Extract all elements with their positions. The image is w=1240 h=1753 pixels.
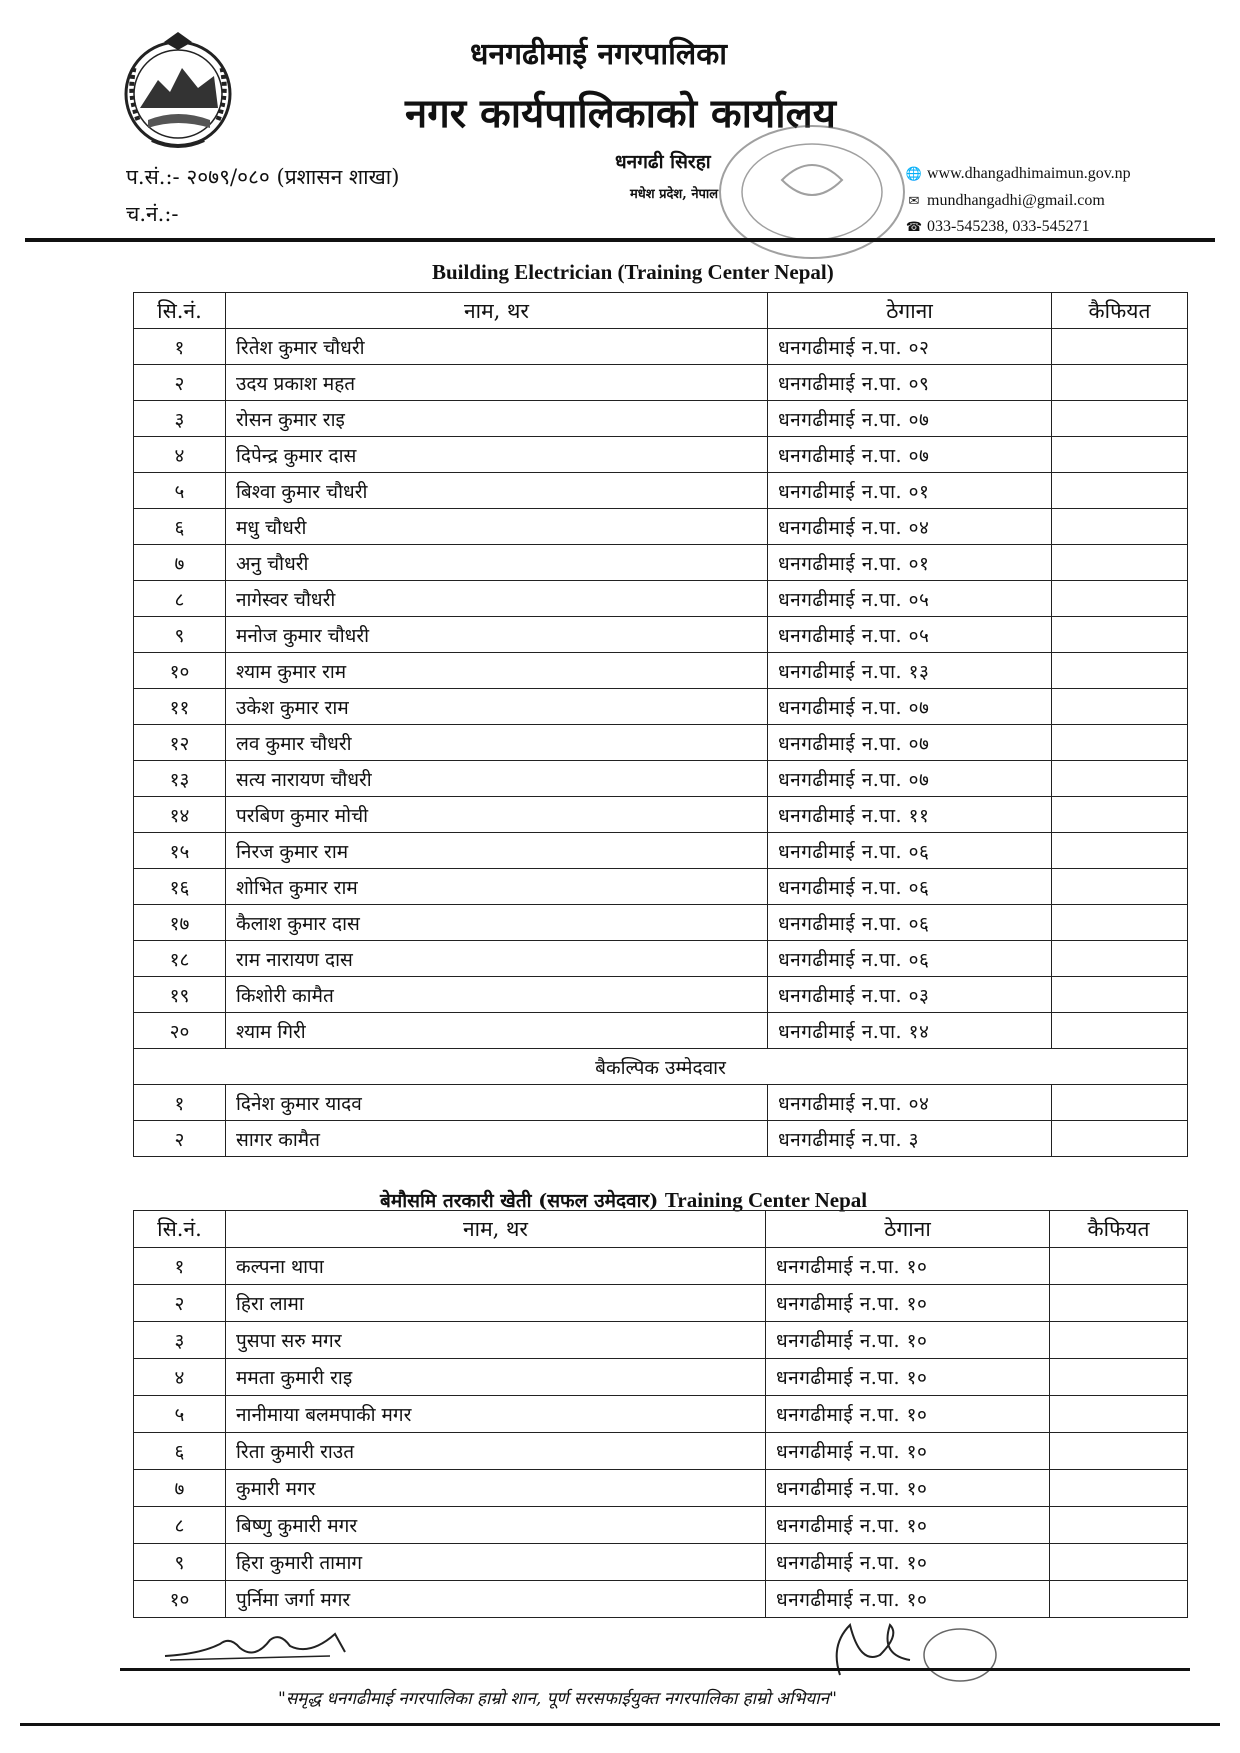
- office-name: नगर कार्यपालिकाको कार्यालय: [405, 90, 836, 137]
- cell-remarks: [1052, 725, 1188, 761]
- cell-name: सागर कामैत: [226, 1121, 768, 1157]
- cell-remarks: [1052, 689, 1188, 725]
- cell-address: धनगढीमाई न.पा. ०६: [768, 833, 1052, 869]
- cell-sn: १०: [134, 1581, 226, 1618]
- cell-name: हिरा लामा: [226, 1285, 766, 1322]
- table-header-row: [134, 1211, 1188, 1248]
- cell-address: धनगढीमाई न.पा. १३: [768, 653, 1052, 689]
- municipality-name: धनगढीमाई नगरपालिका: [470, 37, 728, 72]
- cell-address: धनगढीमाई न.पा. ०७: [768, 761, 1052, 797]
- table-row: [134, 1396, 1188, 1433]
- cell-sn: १२: [134, 725, 226, 761]
- table-row: [134, 977, 1188, 1013]
- cell-sn: ९: [134, 1544, 226, 1581]
- nepal-emblem-logo: [118, 28, 238, 156]
- header-sn: सि.नं.: [134, 293, 226, 329]
- cell-name: परबिण कुमार मोची: [226, 797, 768, 833]
- cell-address: धनगढीमाई न.पा. ०६: [768, 941, 1052, 977]
- cell-sn: ६: [134, 1433, 226, 1470]
- cell-name: रोसन कुमार राइ: [226, 401, 768, 437]
- phone-icon: ☎: [905, 219, 923, 234]
- cell-name: अनु चौधरी: [226, 545, 768, 581]
- cell-remarks: [1052, 653, 1188, 689]
- cell-address: धनगढीमाई न.पा. ०६: [768, 869, 1052, 905]
- header-divider: [25, 238, 1215, 242]
- cell-remarks: [1052, 797, 1188, 833]
- table-header-row: [134, 293, 1188, 329]
- cell-remarks: [1052, 329, 1188, 365]
- table1-caption: Building Electrician (Training Center Nepal): [432, 260, 834, 284]
- cell-name: ममता कुमारी राइ: [226, 1359, 766, 1396]
- cell-remarks: [1050, 1507, 1188, 1544]
- cell-sn: १५: [134, 833, 226, 869]
- cell-name: रितेश कुमार चौधरी: [226, 329, 768, 365]
- website-line: [905, 165, 1131, 183]
- cell-remarks: [1050, 1581, 1188, 1618]
- cell-name: निरज कुमार राम: [226, 833, 768, 869]
- cell-sn: १: [134, 1248, 226, 1285]
- table-row: [134, 1285, 1188, 1322]
- cell-address: धनगढीमाई न.पा. १४: [768, 1013, 1052, 1049]
- cell-address: धनगढीमाई न.पा. १०: [766, 1581, 1050, 1618]
- table-row: [134, 617, 1188, 653]
- cell-sn: १८: [134, 941, 226, 977]
- cell-sn: ६: [134, 509, 226, 545]
- cell-address: धनगढीमाई न.पा. ०४: [768, 1085, 1052, 1121]
- cell-name: किशोरी कामैत: [226, 977, 768, 1013]
- email-text: mundhangadhi@gmail.com: [927, 192, 1105, 209]
- table-row: [134, 833, 1188, 869]
- signature-left: [160, 1626, 360, 1666]
- cell-name: कल्पना थापा: [226, 1248, 766, 1285]
- table2-caption-en: Training Center Nepal: [664, 1188, 868, 1212]
- dispatch-number: च.नं.:-: [126, 202, 179, 226]
- table-row: [134, 1359, 1188, 1396]
- cell-sn: ५: [134, 473, 226, 509]
- footer-divider: [120, 1668, 1190, 1671]
- cell-name: मधु चौधरी: [226, 509, 768, 545]
- cell-address: धनगढीमाई न.पा. ०७: [768, 725, 1052, 761]
- header-name: नाम, थर: [226, 293, 768, 329]
- cell-remarks: [1052, 905, 1188, 941]
- cell-sn: १: [134, 329, 226, 365]
- header-address: ठेगाना: [766, 1211, 1050, 1248]
- cell-sn: २०: [134, 1013, 226, 1049]
- table-row: [134, 1433, 1188, 1470]
- cell-remarks: [1052, 941, 1188, 977]
- table1-body: [134, 329, 1188, 1049]
- footer-motto: "समृद्ध धनगढीमाई नगरपालिका हाम्रो शान, पूर्ण सरसफाईयुक्त नगरपालिका हाम्रो अभियान": [278, 1689, 837, 1709]
- table-row: [134, 1470, 1188, 1507]
- cell-remarks: [1052, 473, 1188, 509]
- table-row: [134, 797, 1188, 833]
- cell-name: बिष्णु कुमारी मगर: [226, 1507, 766, 1544]
- cell-sn: २: [134, 365, 226, 401]
- cell-name: राम नारायण दास: [226, 941, 768, 977]
- table-row: [134, 1581, 1188, 1618]
- cell-sn: १७: [134, 905, 226, 941]
- table-row: [134, 545, 1188, 581]
- cell-sn: ४: [134, 437, 226, 473]
- cell-sn: ८: [134, 1507, 226, 1544]
- cell-name: कैलाश कुमार दास: [226, 905, 768, 941]
- cell-sn: २: [134, 1121, 226, 1157]
- cell-sn: २: [134, 1285, 226, 1322]
- header-sn: सि.नं.: [134, 1211, 226, 1248]
- table-row: [134, 905, 1188, 941]
- cell-remarks: [1052, 437, 1188, 473]
- cell-remarks: [1050, 1544, 1188, 1581]
- cell-address: धनगढीमाई न.पा. १०: [766, 1322, 1050, 1359]
- table2-caption-np: बेमौसमि तरकारी खेती (सफल उमेदवार): [380, 1190, 659, 1212]
- cell-sn: ३: [134, 401, 226, 437]
- cell-sn: ४: [134, 1359, 226, 1396]
- cell-sn: ८: [134, 581, 226, 617]
- cell-remarks: [1052, 581, 1188, 617]
- table-row: [134, 1085, 1188, 1121]
- table-row: [134, 941, 1188, 977]
- cell-sn: ३: [134, 1322, 226, 1359]
- cell-name: उदय प्रकाश महत: [226, 365, 768, 401]
- table-row: [134, 509, 1188, 545]
- email-line: [905, 192, 1105, 210]
- office-location: धनगढी सिरहा: [615, 151, 711, 173]
- cell-address: धनगढीमाई न.पा. १०: [766, 1544, 1050, 1581]
- email-icon: ✉: [908, 193, 920, 208]
- cell-address: धनगढीमाई न.पा. ०६: [768, 905, 1052, 941]
- table-row: [134, 725, 1188, 761]
- cell-remarks: [1052, 761, 1188, 797]
- cell-sn: १०: [134, 653, 226, 689]
- cell-remarks: [1052, 1085, 1188, 1121]
- cell-address: धनगढीमाई न.पा. १०: [766, 1507, 1050, 1544]
- cell-sn: १४: [134, 797, 226, 833]
- table2-body: [134, 1248, 1188, 1618]
- cell-address: धनगढीमाई न.पा. १०: [766, 1396, 1050, 1433]
- cell-name: पुर्निमा जर्गा मगर: [226, 1581, 766, 1618]
- cell-name: मनोज कुमार चौधरी: [226, 617, 768, 653]
- cell-name: सत्य नारायण चौधरी: [226, 761, 768, 797]
- cell-name: लव कुमार चौधरी: [226, 725, 768, 761]
- phone-text: 033-545238, 033-545271: [927, 218, 1090, 235]
- office-stamp: [712, 120, 912, 265]
- cell-address: धनगढीमाई न.पा. ०२: [768, 329, 1052, 365]
- cell-address: धनगढीमाई न.पा. १०: [766, 1285, 1050, 1322]
- header-name: नाम, थर: [226, 1211, 766, 1248]
- table-row: [134, 401, 1188, 437]
- cell-address: धनगढीमाई न.पा. ०९: [768, 365, 1052, 401]
- cell-name: पुसपा सरु मगर: [226, 1322, 766, 1359]
- cell-name: शोभित कुमार राम: [226, 869, 768, 905]
- cell-sn: १९: [134, 977, 226, 1013]
- cell-remarks: [1050, 1322, 1188, 1359]
- cell-remarks: [1052, 617, 1188, 653]
- cell-remarks: [1050, 1396, 1188, 1433]
- cell-address: धनगढीमाई न.पा. ०७: [768, 401, 1052, 437]
- cell-sn: ९: [134, 617, 226, 653]
- building-electrician-table: [133, 292, 1188, 1157]
- cell-name: दिपेन्द्र कुमार दास: [226, 437, 768, 473]
- table-row: [134, 1248, 1188, 1285]
- cell-name: नानीमाया बलमपाकी मगर: [226, 1396, 766, 1433]
- website-text: www.dhangadhimaimun.gov.np: [927, 165, 1131, 182]
- cell-address: धनगढीमाई न.पा. १०: [766, 1433, 1050, 1470]
- header-remarks: कैफियत: [1050, 1211, 1188, 1248]
- cell-address: धनगढीमाई न.पा. ०७: [768, 689, 1052, 725]
- cell-address: धनगढीमाई न.पा. १०: [766, 1359, 1050, 1396]
- signature-right: [820, 1615, 1000, 1685]
- table-row: [134, 1013, 1188, 1049]
- header-address: ठेगाना: [768, 293, 1052, 329]
- cell-address: धनगढीमाई न.पा. ०१: [768, 545, 1052, 581]
- cell-remarks: [1052, 869, 1188, 905]
- table-row: [134, 473, 1188, 509]
- cell-name: नागेस्वर चौधरी: [226, 581, 768, 617]
- cell-address: धनगढीमाई न.पा. १०: [766, 1470, 1050, 1507]
- cell-remarks: [1050, 1433, 1188, 1470]
- bottom-divider: [20, 1723, 1220, 1726]
- table-row: [134, 869, 1188, 905]
- cell-remarks: [1052, 509, 1188, 545]
- cell-name: हिरा कुमारी तामाग: [226, 1544, 766, 1581]
- alternate-heading-row: [134, 1049, 1188, 1085]
- reference-number: प.सं.:- २०७९/०८० (प्रशासन शाखा): [126, 165, 400, 189]
- cell-sn: ११: [134, 689, 226, 725]
- table-row: [134, 653, 1188, 689]
- table-row: [134, 365, 1188, 401]
- table-row: [134, 1121, 1188, 1157]
- cell-sn: १: [134, 1085, 226, 1121]
- cell-sn: १६: [134, 869, 226, 905]
- cell-address: धनगढीमाई न.पा. ३: [768, 1121, 1052, 1157]
- cell-sn: ७: [134, 1470, 226, 1507]
- cell-name: दिनेश कुमार यादव: [226, 1085, 768, 1121]
- table-row: [134, 761, 1188, 797]
- cell-remarks: [1052, 1013, 1188, 1049]
- cell-address: धनगढीमाई न.पा. ०७: [768, 437, 1052, 473]
- table1-alternate-body: [134, 1049, 1188, 1157]
- cell-remarks: [1052, 1121, 1188, 1157]
- cell-sn: ७: [134, 545, 226, 581]
- cell-address: धनगढीमाई न.पा. ०४: [768, 509, 1052, 545]
- table-row: [134, 689, 1188, 725]
- cell-remarks: [1050, 1359, 1188, 1396]
- cell-remarks: [1052, 365, 1188, 401]
- cell-address: धनगढीमाई न.पा. ११: [768, 797, 1052, 833]
- cell-name: बिश्वा कुमार चौधरी: [226, 473, 768, 509]
- cell-remarks: [1052, 401, 1188, 437]
- cell-name: कुमारी मगर: [226, 1470, 766, 1507]
- globe-icon: 🌐: [905, 166, 923, 181]
- header-remarks: कैफियत: [1052, 293, 1188, 329]
- cell-remarks: [1050, 1470, 1188, 1507]
- office-province: मधेश प्रदेश, नेपाल: [630, 187, 719, 202]
- cell-remarks: [1052, 833, 1188, 869]
- table-row: [134, 1507, 1188, 1544]
- vegetable-farming-table: [133, 1210, 1188, 1618]
- table-row: [134, 581, 1188, 617]
- cell-address: धनगढीमाई न.पा. १०: [766, 1248, 1050, 1285]
- alternate-heading: बैकल्पिक उम्मेदवार: [134, 1049, 1188, 1085]
- phone-line: [905, 218, 1090, 236]
- cell-name: श्याम कुमार राम: [226, 653, 768, 689]
- cell-address: धनगढीमाई न.पा. ०३: [768, 977, 1052, 1013]
- cell-remarks: [1050, 1248, 1188, 1285]
- cell-name: उकेश कुमार राम: [226, 689, 768, 725]
- cell-remarks: [1052, 545, 1188, 581]
- cell-name: श्याम गिरी: [226, 1013, 768, 1049]
- cell-address: धनगढीमाई न.पा. ०१: [768, 473, 1052, 509]
- table-row: [134, 437, 1188, 473]
- cell-remarks: [1050, 1285, 1188, 1322]
- table-row: [134, 329, 1188, 365]
- cell-remarks: [1052, 977, 1188, 1013]
- cell-address: धनगढीमाई न.पा. ०५: [768, 581, 1052, 617]
- cell-address: धनगढीमाई न.पा. ०५: [768, 617, 1052, 653]
- table-row: [134, 1322, 1188, 1359]
- table-row: [134, 1544, 1188, 1581]
- cell-sn: १३: [134, 761, 226, 797]
- cell-name: रिता कुमारी राउत: [226, 1433, 766, 1470]
- cell-sn: ५: [134, 1396, 226, 1433]
